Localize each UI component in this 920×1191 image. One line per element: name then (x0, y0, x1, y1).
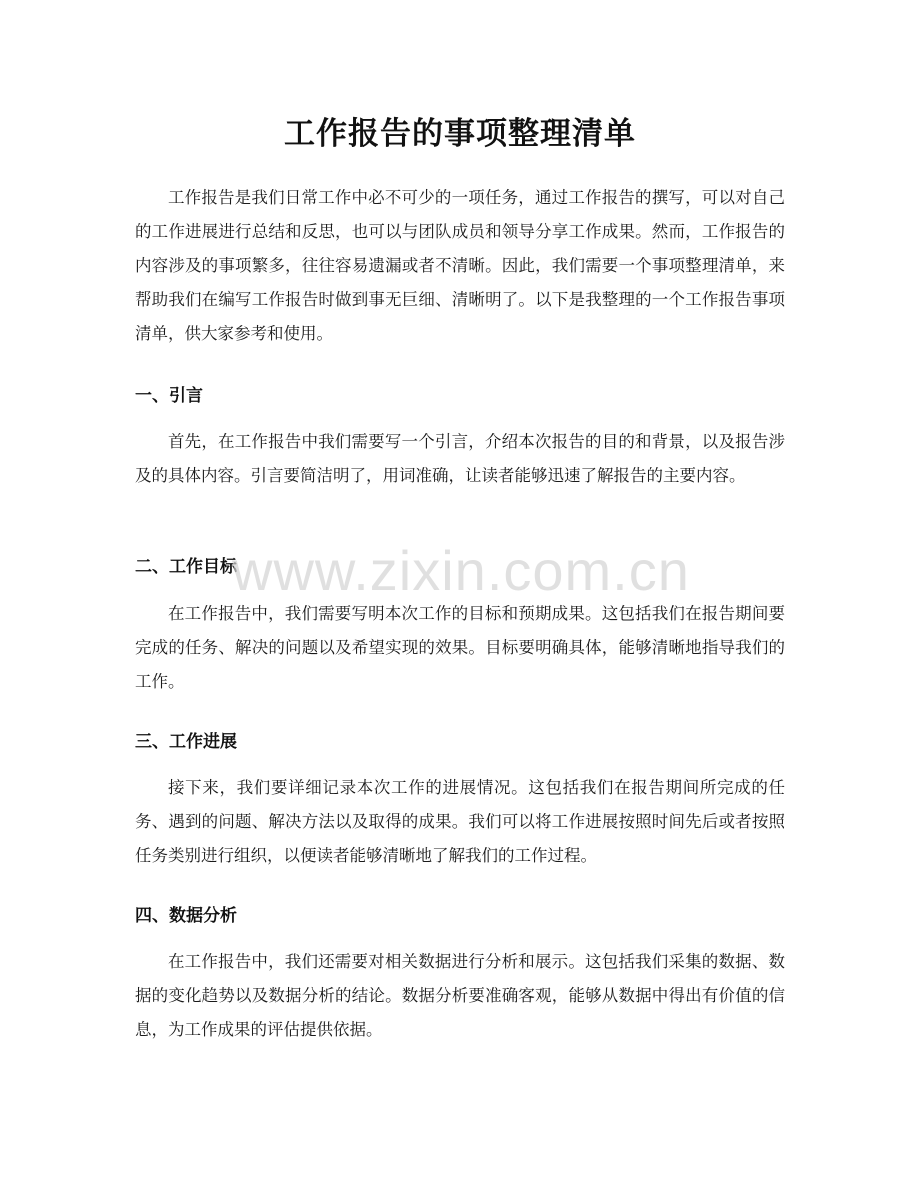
section-heading-introduction: 一、引言 (135, 386, 203, 406)
section-body-data-analysis: 在工作报告中，我们还需要对相关数据进行分析和展示。这包括我们采集的数据、数据的变化趋势以及数据分析的结论。数据分析要准确客观，能够从数据中得出有价值的信息，为工作成果的评估提供依据。 (135, 952, 785, 1039)
document-title: 工作报告的事项整理清单 (284, 116, 636, 152)
watermark: www.zixin.com.cn (232, 539, 690, 602)
section-body-goals: 在工作报告中，我们需要写明本次工作的目标和预期成果。这包括我们在报告期间要完成的任务、解决的问题以及希望实现的效果。目标要明确具体，能够清晰地指导我们的工作。 (135, 604, 785, 691)
section-heading-data-analysis: 四、数据分析 (135, 906, 237, 926)
intro-paragraph: 工作报告是我们日常工作中必不可少的一项任务，通过工作报告的撰写，可以对自己的工作进展进行总结和反思，也可以与团队成员和领导分享工作成果。然而，工作报告的内容涉及的事项繁多，往往容易遗漏或者不清晰。因此，我们需要一个事项整理清单，来帮助我们在编写工作报告时做到事无巨细、清晰明了。以下是我整理的一个工作报告事项清单，供大家参考和使用。 (135, 188, 785, 343)
section-body-progress: 接下来，我们要详细记录本次工作的进展情况。这包括我们在报告期间所完成的任务、遇到的问题、解决方法以及取得的成果。我们可以将工作进展按照时间先后或者按照任务类别进行组织，以便读者能够清晰地了解我们的工作过程。 (135, 778, 785, 865)
section-heading-goals: 二、工作目标 (135, 557, 237, 577)
section-body-introduction: 首先，在工作报告中我们需要写一个引言，介绍本次报告的目的和背景，以及报告涉及的具体内容。引言要简洁明了，用词准确，让读者能够迅速了解报告的主要内容。 (135, 432, 785, 485)
section-heading-progress: 三、工作进展 (135, 732, 237, 752)
